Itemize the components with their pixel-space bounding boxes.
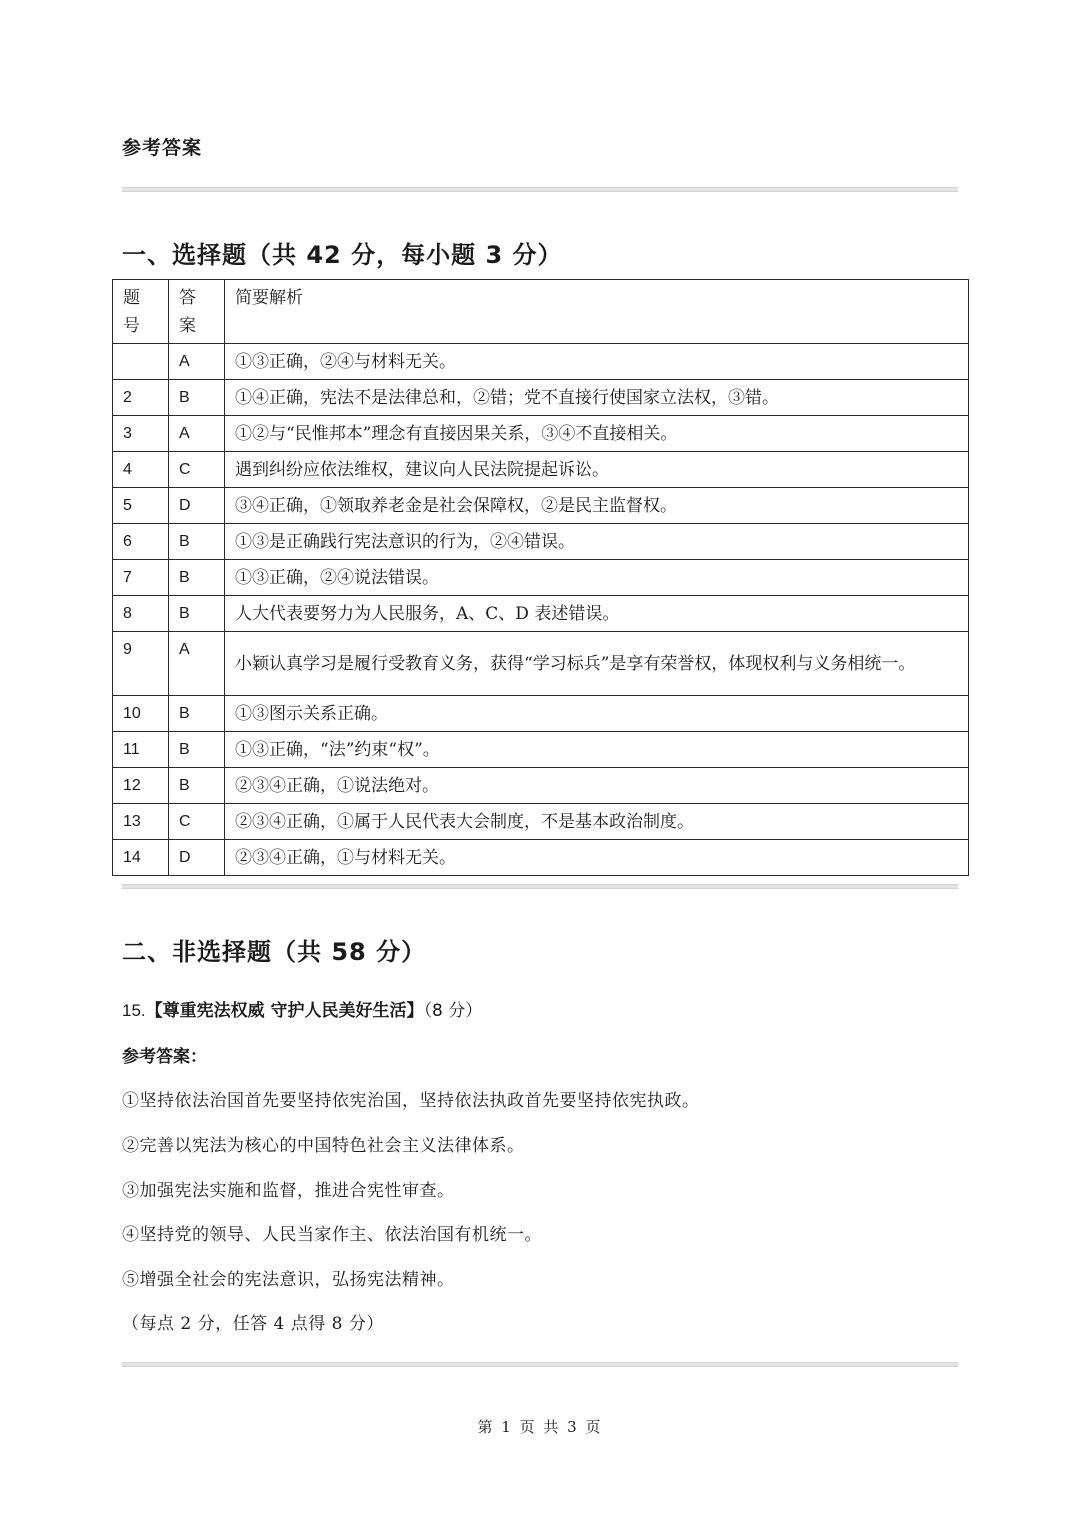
- question-number: [113, 344, 169, 380]
- table-row: [113, 840, 969, 876]
- question-number: 14: [113, 840, 169, 876]
- answer-point: ③加强宪法实施和监督，推进合宪性审查。: [122, 1181, 455, 1201]
- divider: [122, 884, 958, 889]
- answer-point: ④坚持党的领导、人民当家作主、依法治国有机统一。: [122, 1225, 542, 1245]
- table-row: [113, 596, 969, 632]
- divider: [122, 187, 958, 192]
- answer-label: 参考答案：: [122, 1047, 207, 1067]
- answer-letter: B: [169, 596, 225, 632]
- question-number: 12: [113, 768, 169, 804]
- table-row: [113, 344, 969, 380]
- column-header-explanation: 简要解析: [225, 280, 969, 344]
- table-row: [113, 804, 969, 840]
- explanation: ③④正确，①领取养老金是社会保障权，②是民主监督权。: [225, 488, 969, 524]
- table-row: [113, 524, 969, 560]
- question-number: 8: [113, 596, 169, 632]
- explanation: ①④正确，宪法不是法律总和，②错；党不直接行使国家立法权，③错。: [225, 380, 969, 416]
- table-row: [113, 380, 969, 416]
- table-row: [113, 732, 969, 768]
- answer-table: [112, 279, 969, 876]
- page-indicator: 第 1 页 共 3 页: [477, 1418, 603, 1436]
- answer-letter: B: [169, 768, 225, 804]
- question-number: 7: [113, 560, 169, 596]
- question-number: 11: [113, 732, 169, 768]
- table-row: [113, 452, 969, 488]
- section-2-heading: 二、非选择题（共 58 分）: [122, 938, 427, 966]
- document-title: 参考答案: [122, 137, 203, 159]
- answer-point: ②完善以宪法为核心的中国特色社会主义法律体系。: [122, 1136, 525, 1156]
- divider: [122, 1362, 958, 1367]
- scoring-note: （每点 2 分，任答 4 点得 8 分）: [122, 1314, 384, 1334]
- answer-letter: D: [169, 488, 225, 524]
- answer-letter: C: [169, 452, 225, 488]
- answer-letter: B: [169, 560, 225, 596]
- answer-letter: A: [169, 416, 225, 452]
- explanation: ②③④正确，①说法绝对。: [225, 768, 969, 804]
- answer-point: ①坚持依法治国首先要坚持依宪治国，坚持依法执政首先要坚持依宪执政。: [122, 1091, 700, 1111]
- answer-letter: A: [169, 344, 225, 380]
- answer-letter: B: [169, 380, 225, 416]
- table-header-row: [113, 280, 969, 344]
- table-row: [113, 632, 969, 696]
- question-number: 3: [113, 416, 169, 452]
- answer-letter: B: [169, 696, 225, 732]
- question-number: 15.: [122, 1001, 146, 1020]
- answer-letter: C: [169, 804, 225, 840]
- question-number: 6: [113, 524, 169, 560]
- question-number: 2: [113, 380, 169, 416]
- table-row: [113, 768, 969, 804]
- section-1-heading: 一、选择题（共 42 分，每小题 3 分）: [122, 241, 563, 269]
- column-header-number: 题 号: [113, 280, 169, 344]
- explanation: ①③正确，“法”约束“权”。: [225, 732, 969, 768]
- question-15-title: [122, 996, 482, 1021]
- question-number: 13: [113, 804, 169, 840]
- explanation: ①③正确，②④说法错误。: [225, 560, 969, 596]
- answer-letter: A: [169, 632, 225, 696]
- table-row: [113, 488, 969, 524]
- table-row: [113, 416, 969, 452]
- explanation: ①③正确，②④与材料无关。: [225, 344, 969, 380]
- answer-point: ⑤增强全社会的宪法意识，弘扬宪法精神。: [122, 1270, 455, 1290]
- explanation: ②③④正确，①属于人民代表大会制度，不是基本政治制度。: [225, 804, 969, 840]
- explanation: 遇到纠纷应依法维权，建议向人民法院提起诉讼。: [225, 452, 969, 488]
- table-row: [113, 696, 969, 732]
- explanation: 小颖认真学习是履行受教育义务，获得“学习标兵”是享有荣誉权，体现权利与义务相统一。: [225, 632, 969, 696]
- question-number: 4: [113, 452, 169, 488]
- question-number: 9: [113, 632, 169, 696]
- table-row: [113, 560, 969, 596]
- explanation: ①③是正确践行宪法意识的行为，②④错误。: [225, 524, 969, 560]
- question-number: 5: [113, 488, 169, 524]
- explanation: 人大代表要努力为人民服务，A、C、D 表述错误。: [225, 596, 969, 632]
- question-number: 10: [113, 696, 169, 732]
- question-score: （8 分）: [423, 1001, 483, 1021]
- explanation: ①②与“民惟邦本”理念有直接因果关系，③④不直接相关。: [225, 416, 969, 452]
- explanation: ②③④正确，①与材料无关。: [225, 840, 969, 876]
- column-header-answer: 答 案: [169, 280, 225, 344]
- explanation: ①③图示关系正确。: [225, 696, 969, 732]
- answer-letter: B: [169, 732, 225, 768]
- question-topic: 【尊重宪法权威 守护人民美好生活】: [145, 1001, 424, 1021]
- answer-letter: B: [169, 524, 225, 560]
- answer-letter: D: [169, 840, 225, 876]
